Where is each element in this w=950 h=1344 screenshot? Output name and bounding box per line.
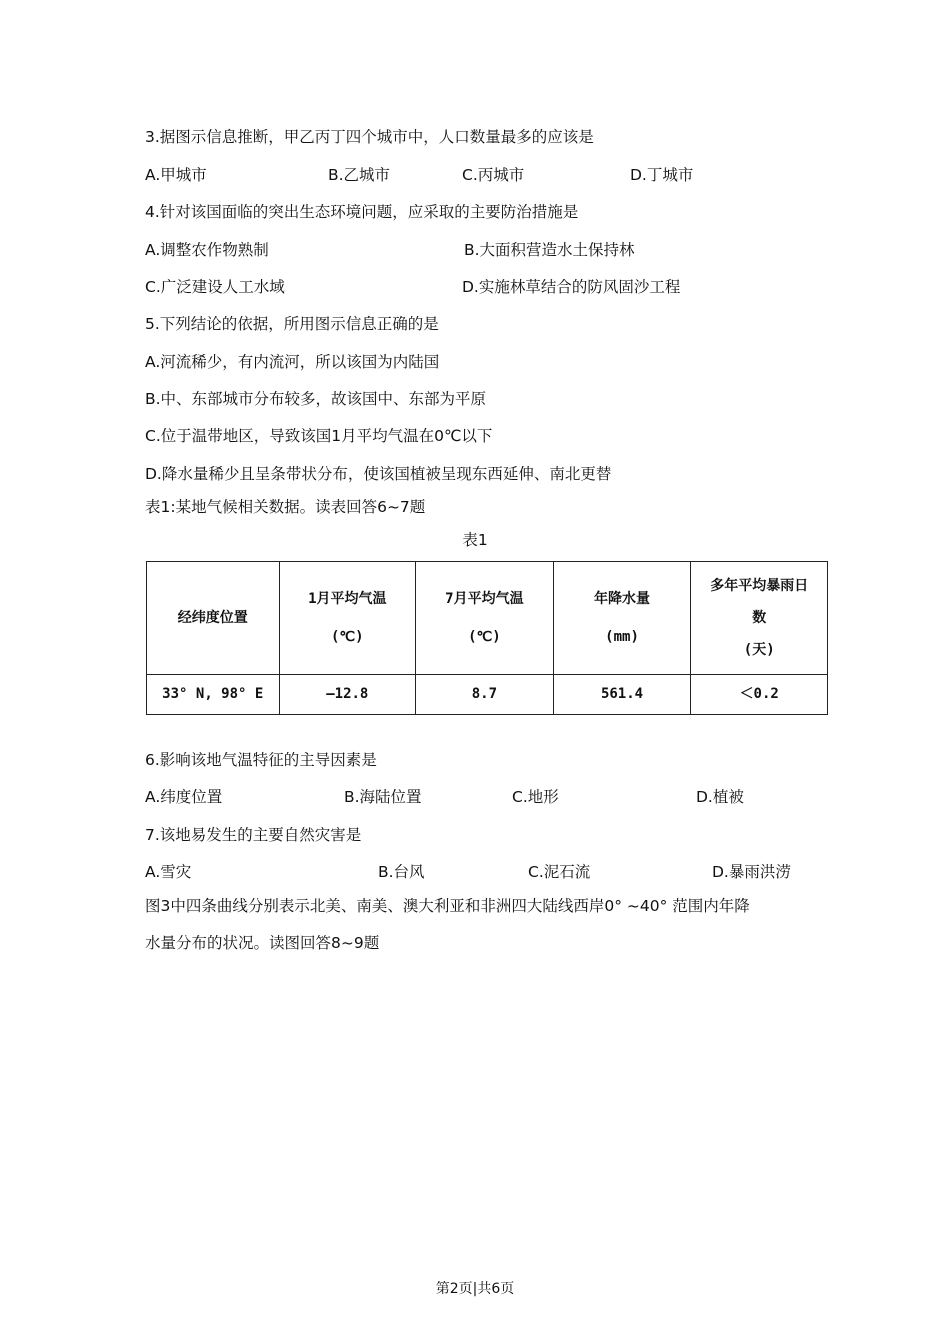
q5-option-d: D.降水量稀少且呈条带状分布，使该国植被呈现东西延伸、南北更替 [145, 465, 612, 483]
question-3-stem: 3.据图示信息推断，甲乙丙丁四个城市中，人口数量最多的应该是 [145, 128, 594, 146]
figure-3-intro-line-2: 水量分布的状况。读图回答8~9题 [145, 934, 380, 952]
q7-option-c: C.泥石流 [528, 863, 591, 881]
q6-option-b: B.海陆位置 [344, 788, 422, 806]
table-caption: 表1 [462, 531, 488, 549]
q4-option-c: C.广泛建设人工水域 [145, 278, 285, 296]
q3-option-c: C.丙城市 [462, 166, 525, 184]
cell-jan-temp: —12.8 [279, 675, 416, 715]
q5-option-c: C.位于温带地区，导致该国1月平均气温在0℃以下 [145, 427, 493, 445]
header-location-label: 经纬度位置 [177, 610, 248, 626]
header-jul-temp-label: 7月平均气温 [445, 591, 524, 607]
cell-jul-temp: 8.7 [416, 675, 554, 715]
q4-option-a: A.调整农作物熟制 [145, 241, 269, 259]
header-jan-temp-unit: (℃) [331, 629, 364, 645]
header-rainstorm-days [691, 562, 828, 675]
header-rainstorm-unit: (天) [743, 642, 775, 658]
header-jan-temp-label: 1月平均气温 [308, 591, 387, 607]
q6-option-d: D.植被 [696, 788, 744, 806]
cell-precip: 561.4 [553, 675, 691, 715]
header-rainstorm-label-2: 数 [752, 610, 767, 626]
page-footer: 第2页|共6页 [435, 1281, 515, 1297]
header-jan-temp [279, 562, 416, 675]
header-precip-unit: (mm) [605, 629, 639, 645]
q5-option-a: A.河流稀少，有内流河，所以该国为内陆国 [145, 353, 440, 371]
header-precip-label: 年降水量 [594, 591, 651, 607]
table-row [147, 675, 828, 715]
q7-option-d: D.暴雨洪涝 [712, 863, 791, 881]
q3-option-d: D.丁城市 [630, 166, 694, 184]
table-header-row [147, 562, 828, 675]
q7-option-b: B.台风 [378, 863, 425, 881]
q3-option-b: B.乙城市 [328, 166, 391, 184]
header-location [147, 562, 280, 675]
question-5-stem: 5.下列结论的依据，所用图示信息正确的是 [145, 315, 439, 333]
q6-option-a: A.纬度位置 [145, 788, 223, 806]
q5-option-b: B.中、东部城市分布较多，故该国中、东部为平原 [145, 390, 487, 408]
question-7-stem: 7.该地易发生的主要自然灾害是 [145, 826, 362, 844]
cell-location: 33° N, 98° E [147, 675, 280, 715]
climate-table [146, 561, 828, 715]
q3-option-a: A.甲城市 [145, 166, 207, 184]
q4-option-d: D.实施林草结合的防风固沙工程 [462, 278, 681, 296]
q7-option-a: A.雪灾 [145, 863, 192, 881]
question-6-stem: 6.影响该地气温特征的主导因素是 [145, 751, 377, 769]
header-jul-temp [416, 562, 554, 675]
header-jul-temp-unit: (℃) [468, 629, 501, 645]
table-intro: 表1:某地气候相关数据。读表回答6~7题 [145, 498, 426, 516]
question-4-stem: 4.针对该国面临的突出生态环境问题，应采取的主要防治措施是 [145, 203, 579, 221]
q4-option-b: B.大面积营造水土保持林 [464, 241, 635, 259]
cell-rainstorm-days: ＜0.2 [691, 675, 828, 715]
q6-option-c: C.地形 [512, 788, 559, 806]
figure-3-intro-line-1: 图3中四条曲线分别表示北美、南美、澳大利亚和非洲四大陆线西岸0° ~40° 范围内年降 [145, 897, 750, 915]
header-precip [553, 562, 691, 675]
header-rainstorm-label: 多年平均暴雨日 [710, 578, 809, 594]
